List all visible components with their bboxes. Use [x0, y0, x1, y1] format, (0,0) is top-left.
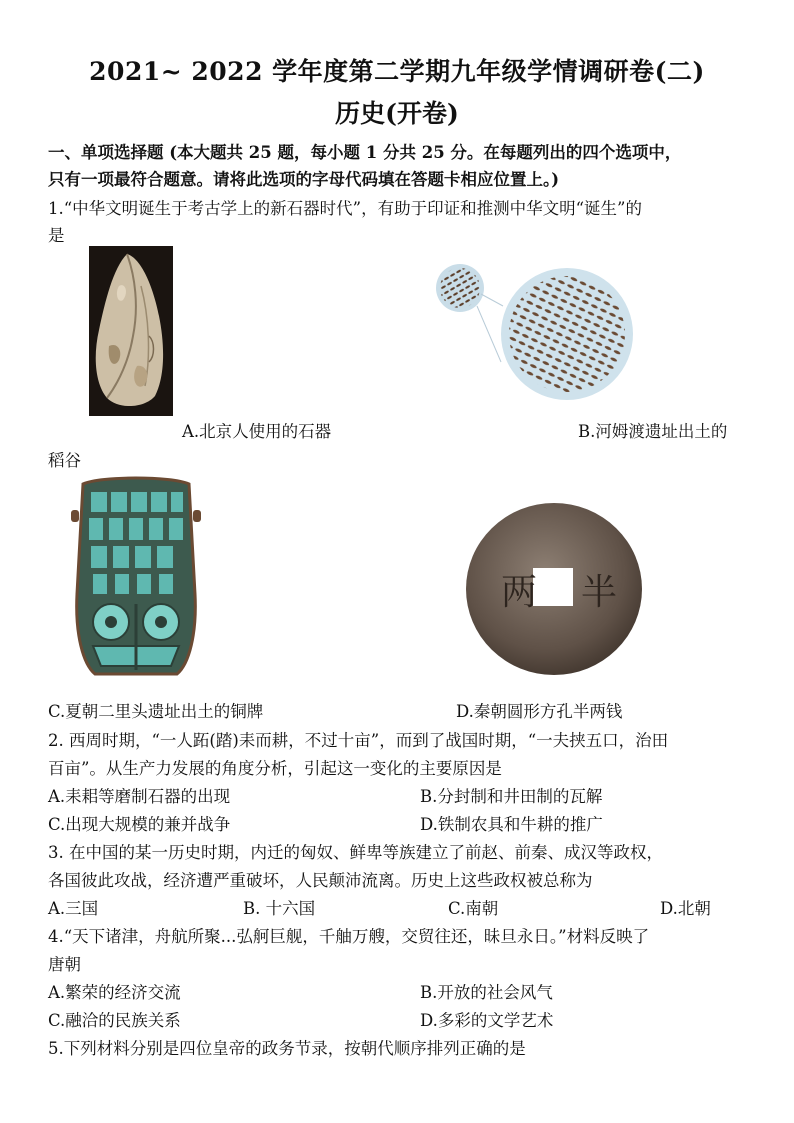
q4-stem-line2: 唐朝: [48, 955, 81, 974]
q4-stem-line1: 4.“天下诸津，舟航所聚...弘舸巨舰，千舳万艘，交贸往还，昧旦永日。”材料反映了: [48, 927, 650, 946]
q2-option-a: A.耒耜等磨制石器的出现: [48, 787, 231, 806]
exam-subtitle: 历史(开卷): [335, 99, 459, 128]
q2-stem-line1: 2. 西周时期，“一人跖(踏)耒而耕，不过十亩”，而到了战国时期，“一夫挟五口，治田: [48, 731, 669, 750]
q4-option-c: C.融洽的民族关系: [48, 1011, 181, 1030]
q1-option-a: A.北京人使用的石器: [182, 422, 332, 441]
q3-stem-line1: 3. 在中国的某一历史时期，内迁的匈奴、鲜卑等族建立了前赵、前秦、成汉等政权，: [48, 843, 663, 862]
bronze-plaque-image: [71, 474, 201, 680]
q3-option-c: C.南朝: [448, 899, 499, 918]
q1-option-c: C.夏朝二里头遗址出土的铜牌: [48, 702, 264, 721]
q5-stem-line1: 5.下列材料分别是四位皇帝的政务节录，按朝代顺序排列正确的是: [48, 1039, 526, 1058]
q3-option-a: A.三国: [48, 899, 99, 918]
q1-option-d: D.秦朝圆形方孔半两钱: [456, 702, 623, 721]
ban-liang-coin-image: [463, 500, 645, 678]
q1-stem-line1: 1.“中华文明诞生于考古学上的新石器时代”，有助于印证和推测中华文明“诞生”的: [48, 199, 642, 218]
q2-option-d: D.铁制农具和牛耕的推广: [420, 815, 603, 834]
q4-option-a: A.繁荣的经济交流: [48, 983, 181, 1002]
q3-stem-line2: 各国彼此攻战，经济遭严重破坏，人民颠沛流离。历史上这些政权被总称为: [48, 871, 593, 890]
q4-option-b: B.开放的社会风气: [420, 983, 553, 1002]
q3-option-d: D.北朝: [660, 899, 711, 918]
coin-glyph-right: 半: [581, 572, 618, 613]
exam-title: 2021~ 2022 学年度第二学期九年级学情调研卷(二): [89, 57, 705, 86]
q1-option-b: B.河姆渡遗址出土的: [578, 422, 728, 441]
q1-option-b-continued: 稻谷: [48, 451, 81, 470]
q3-option-b: B. 十六国: [243, 899, 316, 918]
stone-tool-image: [89, 246, 173, 416]
coin-glyph-left: 两: [501, 572, 538, 613]
rice-grains-image: [433, 262, 633, 402]
q1-stem-line2: 是: [48, 226, 65, 245]
section-instructions-line1: 一、单项选择题 (本大题共 25 题，每小题 1 分共 25 分。在每题列出的四个选项中，: [48, 143, 682, 162]
section-instructions-line2: 只有一项最符合题意。请将此选项的字母代码填在答题卡相应位置上。): [48, 170, 560, 189]
q2-option-c: C.出现大规模的兼并战争: [48, 815, 231, 834]
q2-stem-line2: 百亩”。从生产力发展的角度分析，引起这一变化的主要原因是: [48, 759, 502, 778]
q4-option-d: D.多彩的文学艺术: [420, 1011, 554, 1030]
q2-option-b: B.分封制和井田制的瓦解: [420, 787, 603, 806]
